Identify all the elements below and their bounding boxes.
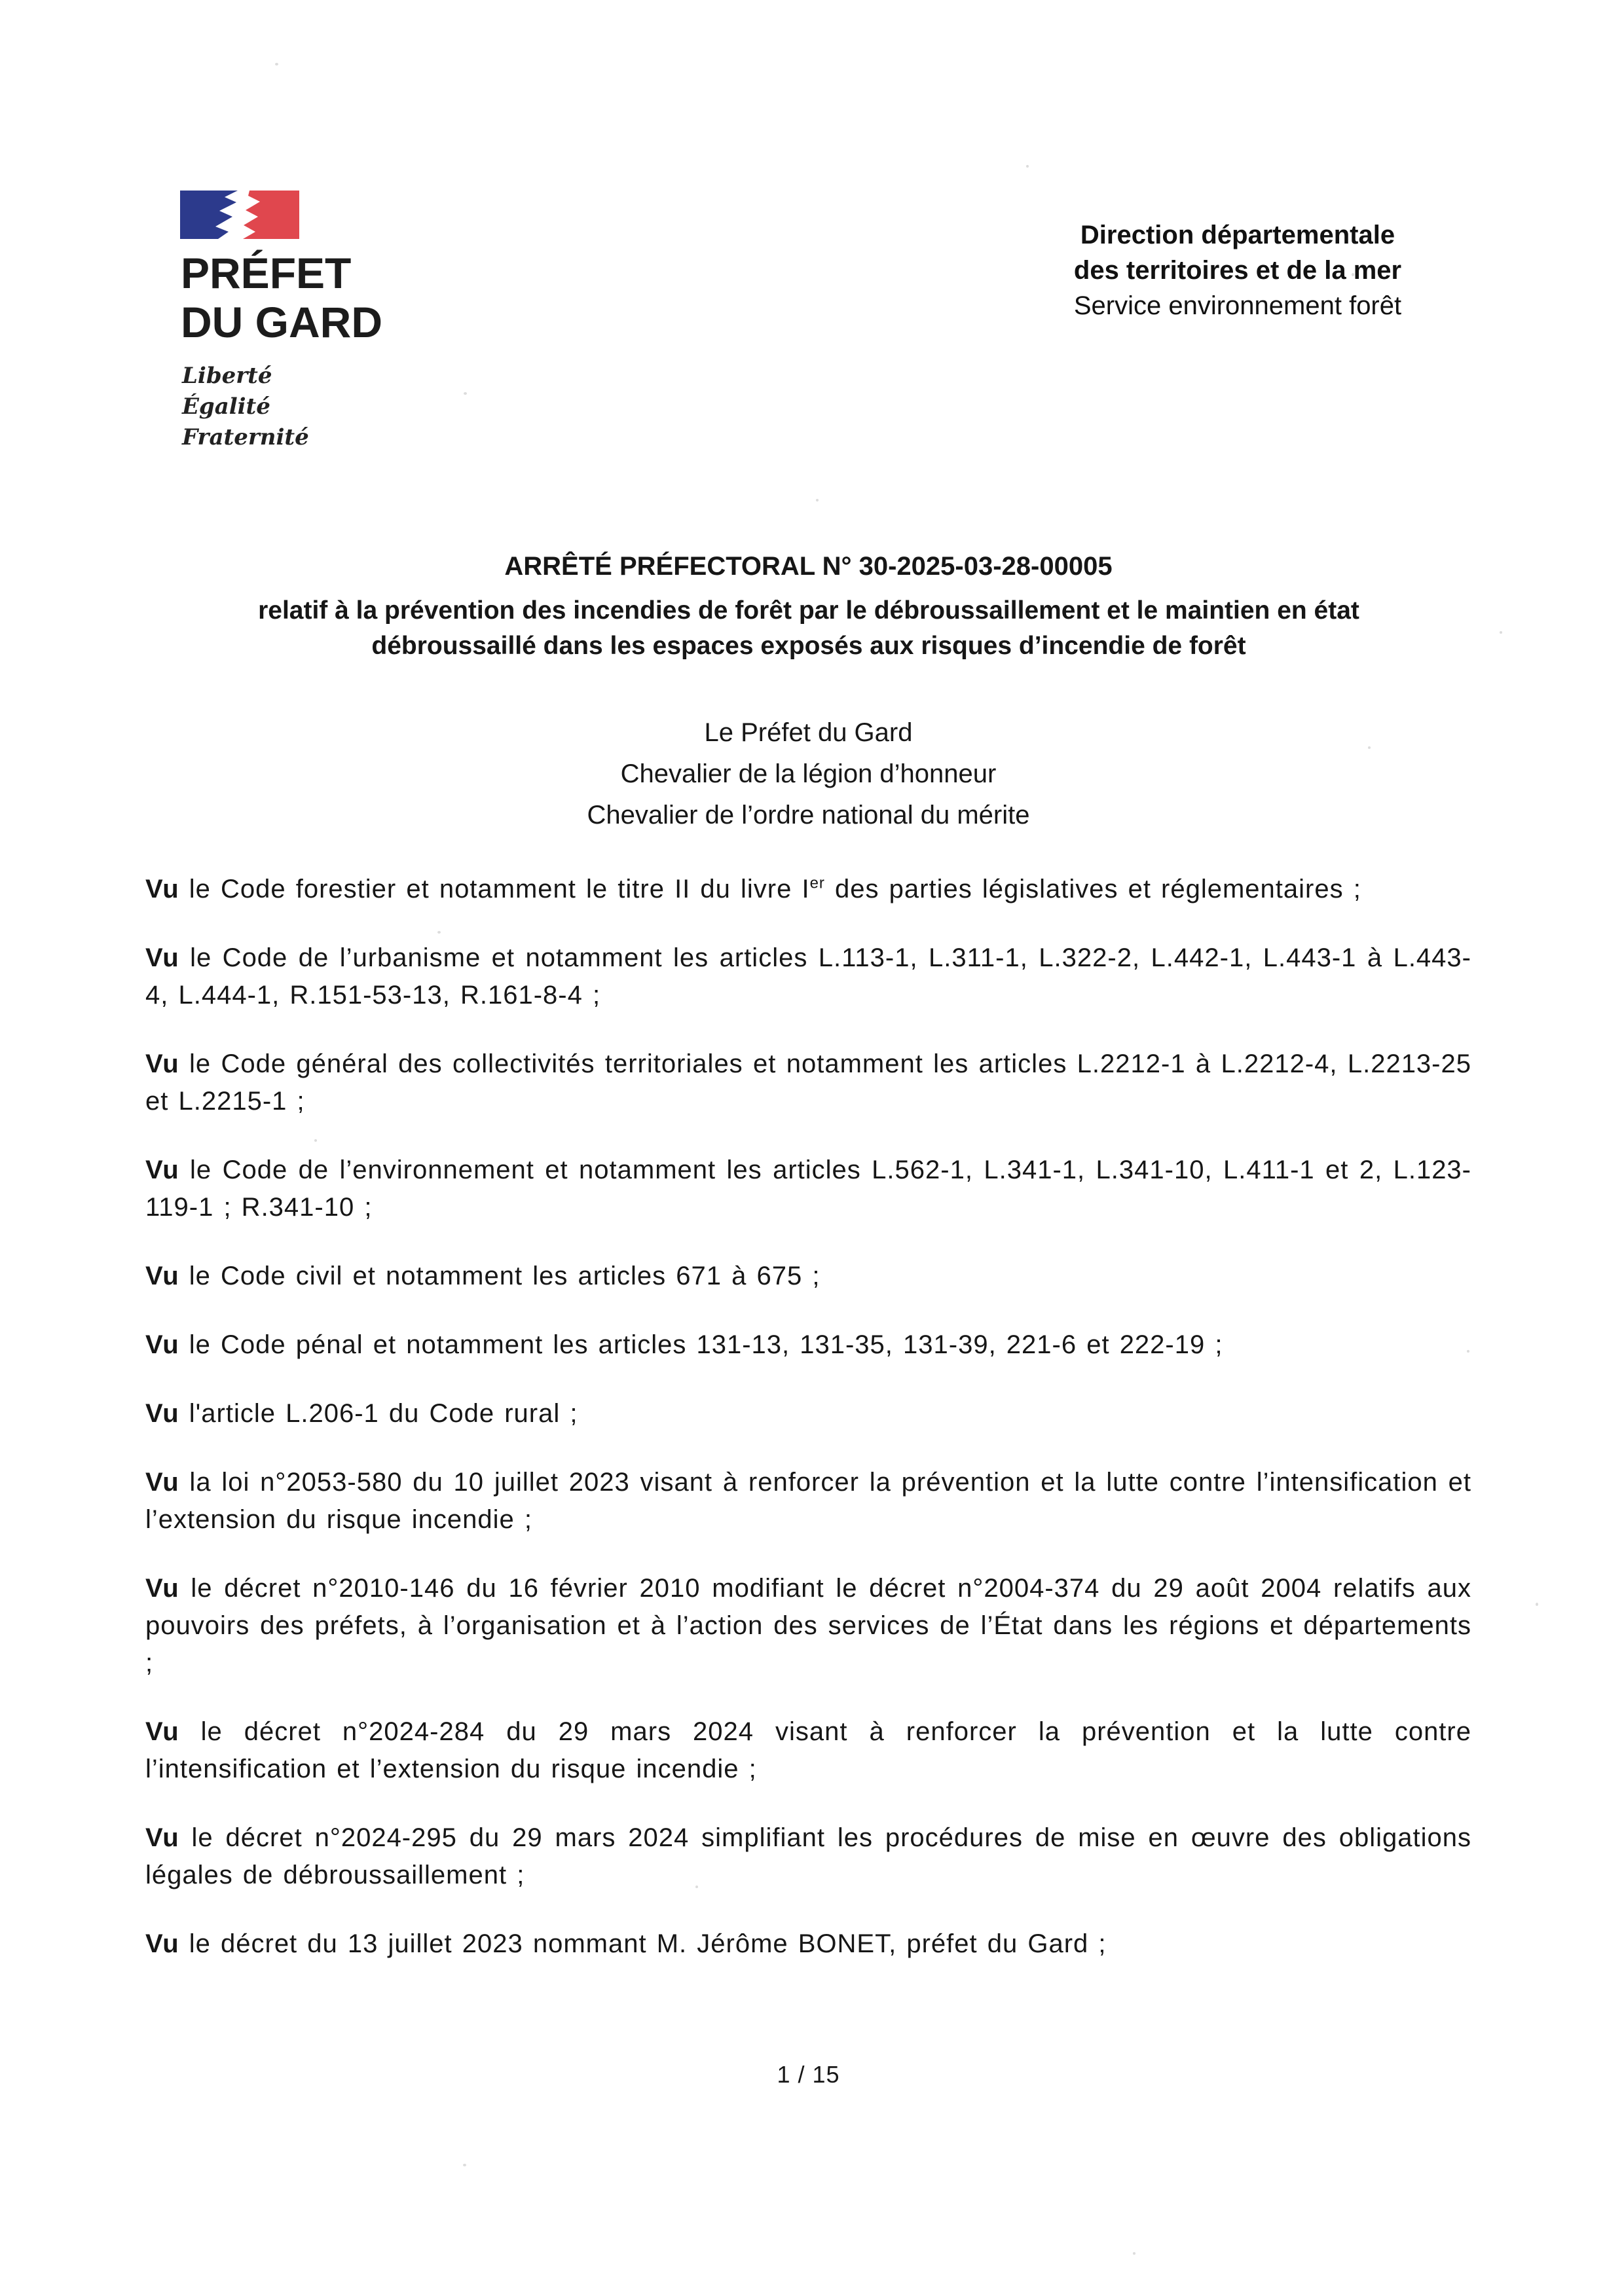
scan-speckle bbox=[463, 2164, 466, 2166]
scan-speckle bbox=[1467, 1350, 1469, 1353]
prefecture-name bbox=[181, 249, 382, 347]
vu-paragraph-12 bbox=[145, 1925, 1471, 1963]
vu-lead: Vu bbox=[145, 1049, 179, 1078]
vu-paragraph-6 bbox=[145, 1326, 1471, 1364]
recitals-list bbox=[145, 871, 1471, 1994]
decree-subtitle-line1: relatif à la prévention des incendies de forêt par le débroussaillement et le maintien en état bbox=[258, 596, 1359, 625]
vu-text: le décret du 13 juillet 2023 nommant M. Jérôme BONET, préfet du Gard ; bbox=[179, 1929, 1107, 1958]
vu-text: le Code civil et notamment les articles 671 à 675 ; bbox=[179, 1262, 821, 1290]
motto-fraternite: Fraternité bbox=[182, 424, 309, 450]
vu-lead: Vu bbox=[145, 1929, 179, 1958]
vu-lead: Vu bbox=[145, 1399, 179, 1428]
vu-text: le décret n°2010-146 du 16 février 2010 modifiant le décret n°2004-374 du 29 août 2004 relatifs aux pouvoirs des préfets, à l’organisation et à l’action des services de l’État dans les régions et départements ; bbox=[145, 1574, 1471, 1677]
vu-text: le décret n°2024-295 du 29 mars 2024 simplifiant les procédures de mise en œuvre des obligations légales de débroussaillement ; bbox=[145, 1823, 1471, 1889]
vu-paragraph-7 bbox=[145, 1395, 1471, 1432]
vu-paragraph-11 bbox=[145, 1819, 1471, 1894]
scan-speckle bbox=[1500, 631, 1502, 634]
vu-lead: Vu bbox=[145, 1156, 179, 1184]
vu-text: l'article L.206-1 du Code rural ; bbox=[179, 1399, 578, 1428]
page-number: 1 / 15 bbox=[777, 2061, 840, 2088]
vu-lead: Vu bbox=[145, 943, 179, 972]
scan-speckle bbox=[1026, 165, 1029, 168]
republic-motto bbox=[182, 361, 309, 453]
service-line-2: des territoires et de la mer bbox=[1073, 256, 1402, 285]
scan-speckle bbox=[464, 392, 467, 395]
vu-lead: Vu bbox=[145, 875, 179, 903]
decree-subtitle-line2: débroussaillé dans les espaces exposés aux risques d’incendie de forêt bbox=[371, 632, 1246, 660]
vu-lead: Vu bbox=[145, 1468, 179, 1497]
vu-text: le Code forestier et notamment le titre II du livre I bbox=[179, 875, 810, 903]
vu-lead: Vu bbox=[145, 1262, 179, 1290]
salutation-line2: Chevalier de la légion d’honneur bbox=[620, 759, 997, 788]
vu-text: la loi n°2053-580 du 10 juillet 2023 visant à renforcer la prévention et la lutte contre l’intensification et l’extension du risque incendie ; bbox=[145, 1468, 1471, 1534]
salutation-block bbox=[145, 712, 1471, 836]
scan-speckle bbox=[816, 499, 819, 501]
vu-lead: Vu bbox=[145, 1574, 179, 1603]
flag-red-block bbox=[243, 191, 299, 239]
flag-blue-block bbox=[180, 191, 238, 239]
vu-text: le Code de l’urbanisme et notamment les articles L.113-1, L.311-1, L.322-2, L.442-1, L.443-1 à L.443-4, L.444-1, R.151-53-13, R.161-8-4 ; bbox=[145, 943, 1471, 1010]
vu-text: le Code général des collectivités territoriales et notamment les articles L.2212-1 à L.2212-4, L.2213-25 et L.2215-1 ; bbox=[145, 1049, 1471, 1116]
motto-egalite: Égalité bbox=[182, 393, 270, 420]
scan-speckle bbox=[695, 1886, 698, 1888]
vu-paragraph-10 bbox=[145, 1713, 1471, 1788]
motto-liberte: Liberté bbox=[182, 363, 272, 389]
vu-lead: Vu bbox=[145, 1330, 179, 1359]
vu-text: le Code de l’environnement et notamment les articles L.562-1, L.341-1, L.341-10, L.411-1 et 2, L.123-119-1 ; R.341-10 ; bbox=[145, 1156, 1471, 1222]
issuing-service-block bbox=[1008, 217, 1467, 323]
scan-speckle bbox=[1133, 2252, 1135, 2255]
vu-text-after: des parties législatives et réglementaires ; bbox=[824, 875, 1361, 903]
scan-speckle bbox=[275, 63, 278, 65]
vu-text: le Code pénal et notamment les articles 131-13, 131-35, 131-39, 221-6 et 222-19 ; bbox=[179, 1330, 1223, 1359]
vu-lead: Vu bbox=[145, 1823, 179, 1852]
vu-paragraph-2 bbox=[145, 939, 1471, 1014]
vu-lead: Vu bbox=[145, 1717, 179, 1746]
vu-paragraph-5 bbox=[145, 1258, 1471, 1295]
vu-paragraph-4 bbox=[145, 1152, 1471, 1226]
service-line-1: Direction départementale bbox=[1080, 221, 1395, 249]
scan-speckle bbox=[1368, 746, 1371, 749]
prefecture-name-line2: DU GARD bbox=[181, 298, 382, 346]
scan-speckle bbox=[1352, 273, 1354, 276]
marianne-flag-icon bbox=[180, 191, 299, 242]
vu-paragraph-8 bbox=[145, 1464, 1471, 1539]
salutation-line3: Chevalier de l’ordre national du mérite bbox=[587, 801, 1030, 829]
vu-paragraph-3 bbox=[145, 1046, 1471, 1120]
scan-speckle bbox=[314, 1139, 317, 1142]
decree-title: ARRÊTÉ PRÉFECTORAL N° 30-2025-03-28-00005 bbox=[504, 552, 1113, 581]
scan-speckle bbox=[1536, 1603, 1538, 1606]
salutation-line1: Le Préfet du Gard bbox=[704, 718, 913, 747]
decree-subtitle bbox=[105, 593, 1513, 664]
vu-paragraph-9 bbox=[145, 1570, 1471, 1682]
vu-text: le décret n°2024-284 du 29 mars 2024 visant à renforcer la prévention et la lutte contre l’intensification et l’extension du risque incendie ; bbox=[145, 1717, 1471, 1783]
prefecture-name-line1: PRÉFET bbox=[181, 249, 352, 297]
service-line-3: Service environnement forêt bbox=[1073, 291, 1402, 320]
vu-paragraph-1 bbox=[145, 871, 1471, 908]
scan-speckle bbox=[437, 931, 441, 934]
superscript-er: er bbox=[809, 874, 825, 892]
